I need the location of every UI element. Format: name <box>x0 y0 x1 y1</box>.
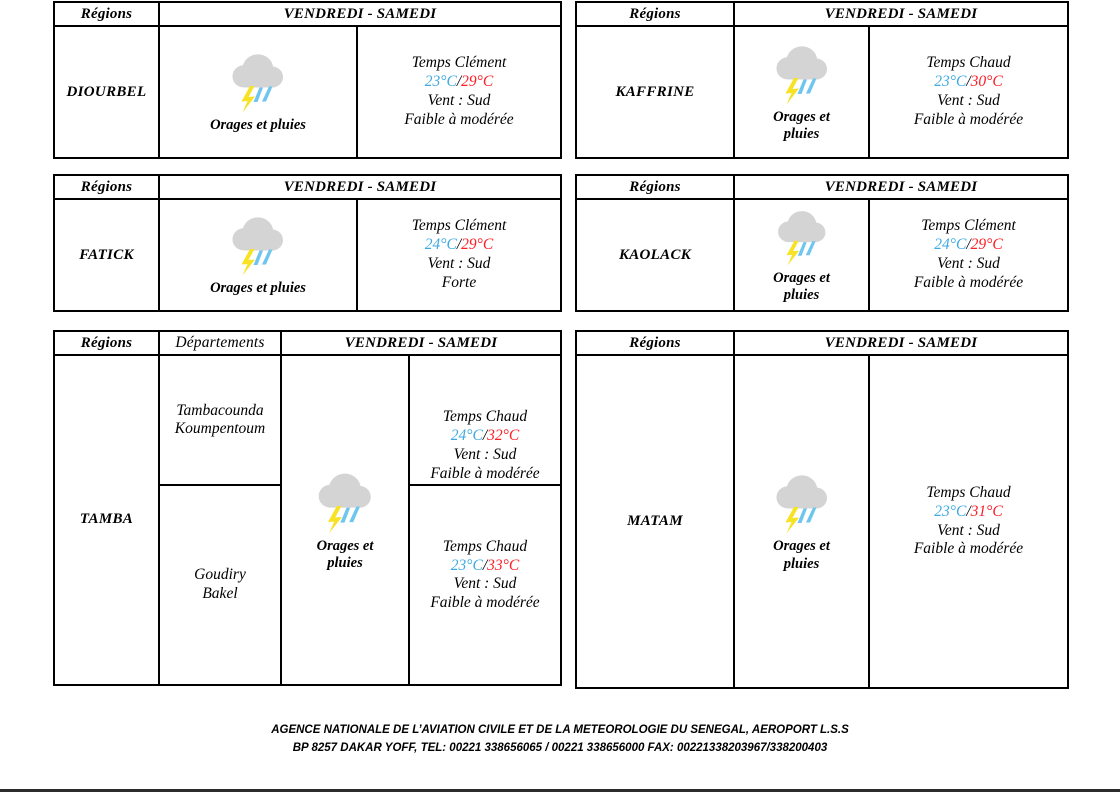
weather-condition-caption <box>773 109 830 143</box>
column-header-regions: Régions <box>576 175 734 199</box>
forecast-wind-strength: Faible à modérée <box>913 540 1024 558</box>
table-row <box>54 26 561 158</box>
weather-condition-caption <box>773 538 830 572</box>
footer-agency-line: AGENCE NATIONALE DE L’AVIATION CIVILE ET DE LA METEOROLOGIE DU SENEGAL, AEROPORT L.S.S <box>271 724 849 736</box>
table-row <box>576 355 1068 688</box>
temp-separator: / <box>482 556 488 574</box>
temp-min: 23°C <box>450 556 483 574</box>
footer-contact-line: BP 8257 DAKAR YOFF, TEL: 00221 338656065 / 00221 338656000 FAX: 00221338203967/338200403 <box>292 741 828 754</box>
forecast-table-matam <box>575 330 1069 689</box>
region-name-tamba: TAMBA <box>54 355 159 685</box>
forecast-temperatures <box>410 557 560 576</box>
thunderstorm-rain-icon <box>772 206 832 268</box>
weather-condition-caption <box>317 538 374 572</box>
caption-line-1: Orages et <box>316 537 374 554</box>
weather-condition-caption: Orages et pluies <box>210 117 306 134</box>
caption-line-2: pluies <box>783 126 820 142</box>
temp-min: 24°C <box>450 426 483 444</box>
weather-icon-cell <box>734 26 869 158</box>
table-header-row <box>54 2 561 26</box>
icon-wrap <box>282 468 408 572</box>
forecast-wind-strength: Faible à modérée <box>913 273 1024 291</box>
temp-separator: / <box>966 236 971 254</box>
forecast-condition: Temps Chaud <box>926 483 1011 501</box>
forecast-detail-cell <box>357 199 561 311</box>
weather-icon-cell <box>159 26 357 158</box>
forecast-temperatures <box>870 236 1067 255</box>
table-header-row <box>576 2 1068 26</box>
thunderstorm-rain-icon <box>226 212 290 278</box>
forecast-wind: Vent : Sud <box>427 255 491 272</box>
page-footer <box>0 722 1120 758</box>
thunderstorm-rain-icon <box>770 470 834 536</box>
forecast-wind-strength: Faible à modérée <box>913 110 1024 128</box>
weather-icon-cell <box>734 199 869 311</box>
forecast-condition: Temps Clément <box>921 217 1016 235</box>
region-name-kaolack: KAOLACK <box>576 199 734 311</box>
forecast-table-fatick <box>53 174 562 312</box>
caption-line-1: Orages et <box>773 108 830 125</box>
forecast-detail-cell <box>409 355 561 485</box>
temp-min: 23°C <box>934 502 967 520</box>
icon-wrap <box>160 212 356 297</box>
weather-icon-cell <box>159 199 357 311</box>
forecast-temperatures <box>870 73 1067 92</box>
forecast-table-diourbel <box>53 1 562 159</box>
table-header-row <box>576 331 1068 355</box>
forecast-detail-cell <box>357 26 561 158</box>
temp-separator: / <box>966 73 971 91</box>
table-row <box>54 199 561 311</box>
forecast-detail-cell <box>869 26 1068 158</box>
column-header-departements: Départements <box>159 331 281 355</box>
region-name-fatick: FATICK <box>54 199 159 311</box>
column-header-days: VENDREDI - SAMEDI <box>734 175 1068 199</box>
temp-separator: / <box>456 236 462 254</box>
temp-max: 32°C <box>487 426 520 444</box>
thunderstorm-rain-icon <box>312 468 378 536</box>
region-name-matam: MATAM <box>576 355 734 688</box>
forecast-table-kaffrine <box>575 1 1069 159</box>
icon-wrap <box>735 41 868 143</box>
temp-min: 23°C <box>424 73 457 91</box>
region-name-kaffrine: KAFFRINE <box>576 26 734 158</box>
table-header-row <box>576 175 1068 199</box>
forecast-wind: Vent : Sud <box>937 255 1000 272</box>
forecast-table-tamba <box>53 330 562 686</box>
icon-wrap <box>160 49 356 134</box>
forecast-condition: Temps Chaud <box>926 54 1011 72</box>
forecast-table-kaolack <box>575 174 1069 312</box>
departements-cell <box>159 355 281 485</box>
forecast-detail-cell <box>869 199 1068 311</box>
forecast-wind: Vent : Sud <box>937 521 1000 539</box>
column-header-days: VENDREDI - SAMEDI <box>281 331 561 355</box>
thunderstorm-rain-icon <box>770 41 834 107</box>
temp-max: 29°C <box>461 73 494 91</box>
temp-min: 24°C <box>934 236 967 254</box>
caption-line-1: Orages et <box>773 269 830 286</box>
forecast-wind-strength: Faible à modérée <box>404 110 514 128</box>
forecast-wind: Vent : Sud <box>453 445 517 463</box>
table-header-row <box>54 331 561 355</box>
column-header-regions: Régions <box>576 331 734 355</box>
forecast-detail-cell <box>869 355 1068 688</box>
forecast-temperatures <box>870 503 1067 522</box>
weather-condition-caption: Orages et pluies <box>210 280 306 297</box>
forecast-temperatures <box>358 73 560 92</box>
column-header-days: VENDREDI - SAMEDI <box>159 2 561 26</box>
thunderstorm-rain-icon <box>226 49 290 115</box>
column-header-regions: Régions <box>576 2 734 26</box>
forecast-detail-cell <box>409 485 561 685</box>
caption-line-2: pluies <box>783 287 820 303</box>
temp-separator: / <box>966 502 971 520</box>
forecast-condition: Temps Clément <box>411 217 507 235</box>
forecast-condition: Temps Chaud <box>442 537 528 555</box>
forecast-wind: Vent : Sud <box>427 92 491 109</box>
weather-condition-caption <box>773 270 830 304</box>
forecast-temperatures <box>410 427 560 446</box>
forecast-wind-strength: Forte <box>441 273 477 291</box>
temp-min: 24°C <box>424 236 457 254</box>
table-row <box>576 199 1068 311</box>
departement-line-2: Bakel <box>202 584 238 602</box>
temp-max: 30°C <box>970 73 1003 91</box>
departement-line-1: Goudiry <box>194 566 246 584</box>
temp-max: 29°C <box>970 236 1003 254</box>
forecast-condition: Temps Clément <box>411 54 507 72</box>
forecast-temperatures <box>358 236 560 255</box>
caption-line-1: Orages et <box>773 538 830 555</box>
forecast-wind: Vent : Sud <box>453 575 517 593</box>
column-header-days: VENDREDI - SAMEDI <box>734 2 1068 26</box>
column-header-days: VENDREDI - SAMEDI <box>159 175 561 199</box>
departement-line-1: Tambacounda <box>176 401 264 419</box>
icon-wrap <box>735 470 868 572</box>
temp-separator: / <box>456 73 462 91</box>
forecast-condition: Temps Chaud <box>442 408 528 425</box>
weather-icon-cell <box>281 355 409 685</box>
temp-min: 23°C <box>934 73 967 91</box>
table-row <box>54 355 561 485</box>
forecast-wind-strength: Faible à modérée <box>430 464 540 482</box>
forecast-wind-strength: Faible à modérée <box>430 594 540 612</box>
table-header-row <box>54 175 561 199</box>
column-header-regions: Régions <box>54 175 159 199</box>
temp-max: 31°C <box>970 502 1003 520</box>
column-header-days: VENDREDI - SAMEDI <box>734 331 1068 355</box>
column-header-regions: Régions <box>54 331 159 355</box>
forecast-wind: Vent : Sud <box>937 92 1000 109</box>
column-header-regions: Régions <box>54 2 159 26</box>
temp-max: 33°C <box>487 556 520 574</box>
temp-separator: / <box>482 426 488 444</box>
table-row <box>576 26 1068 158</box>
caption-line-2: pluies <box>783 555 820 572</box>
temp-max: 29°C <box>461 236 494 254</box>
icon-wrap <box>735 206 868 304</box>
departements-cell <box>159 485 281 685</box>
caption-line-2: pluies <box>327 554 363 571</box>
bottom-divider <box>0 789 1120 792</box>
weather-icon-cell <box>734 355 869 688</box>
region-name-diourbel: DIOURBEL <box>54 26 159 158</box>
departement-line-2: Koumpentoum <box>174 419 266 437</box>
